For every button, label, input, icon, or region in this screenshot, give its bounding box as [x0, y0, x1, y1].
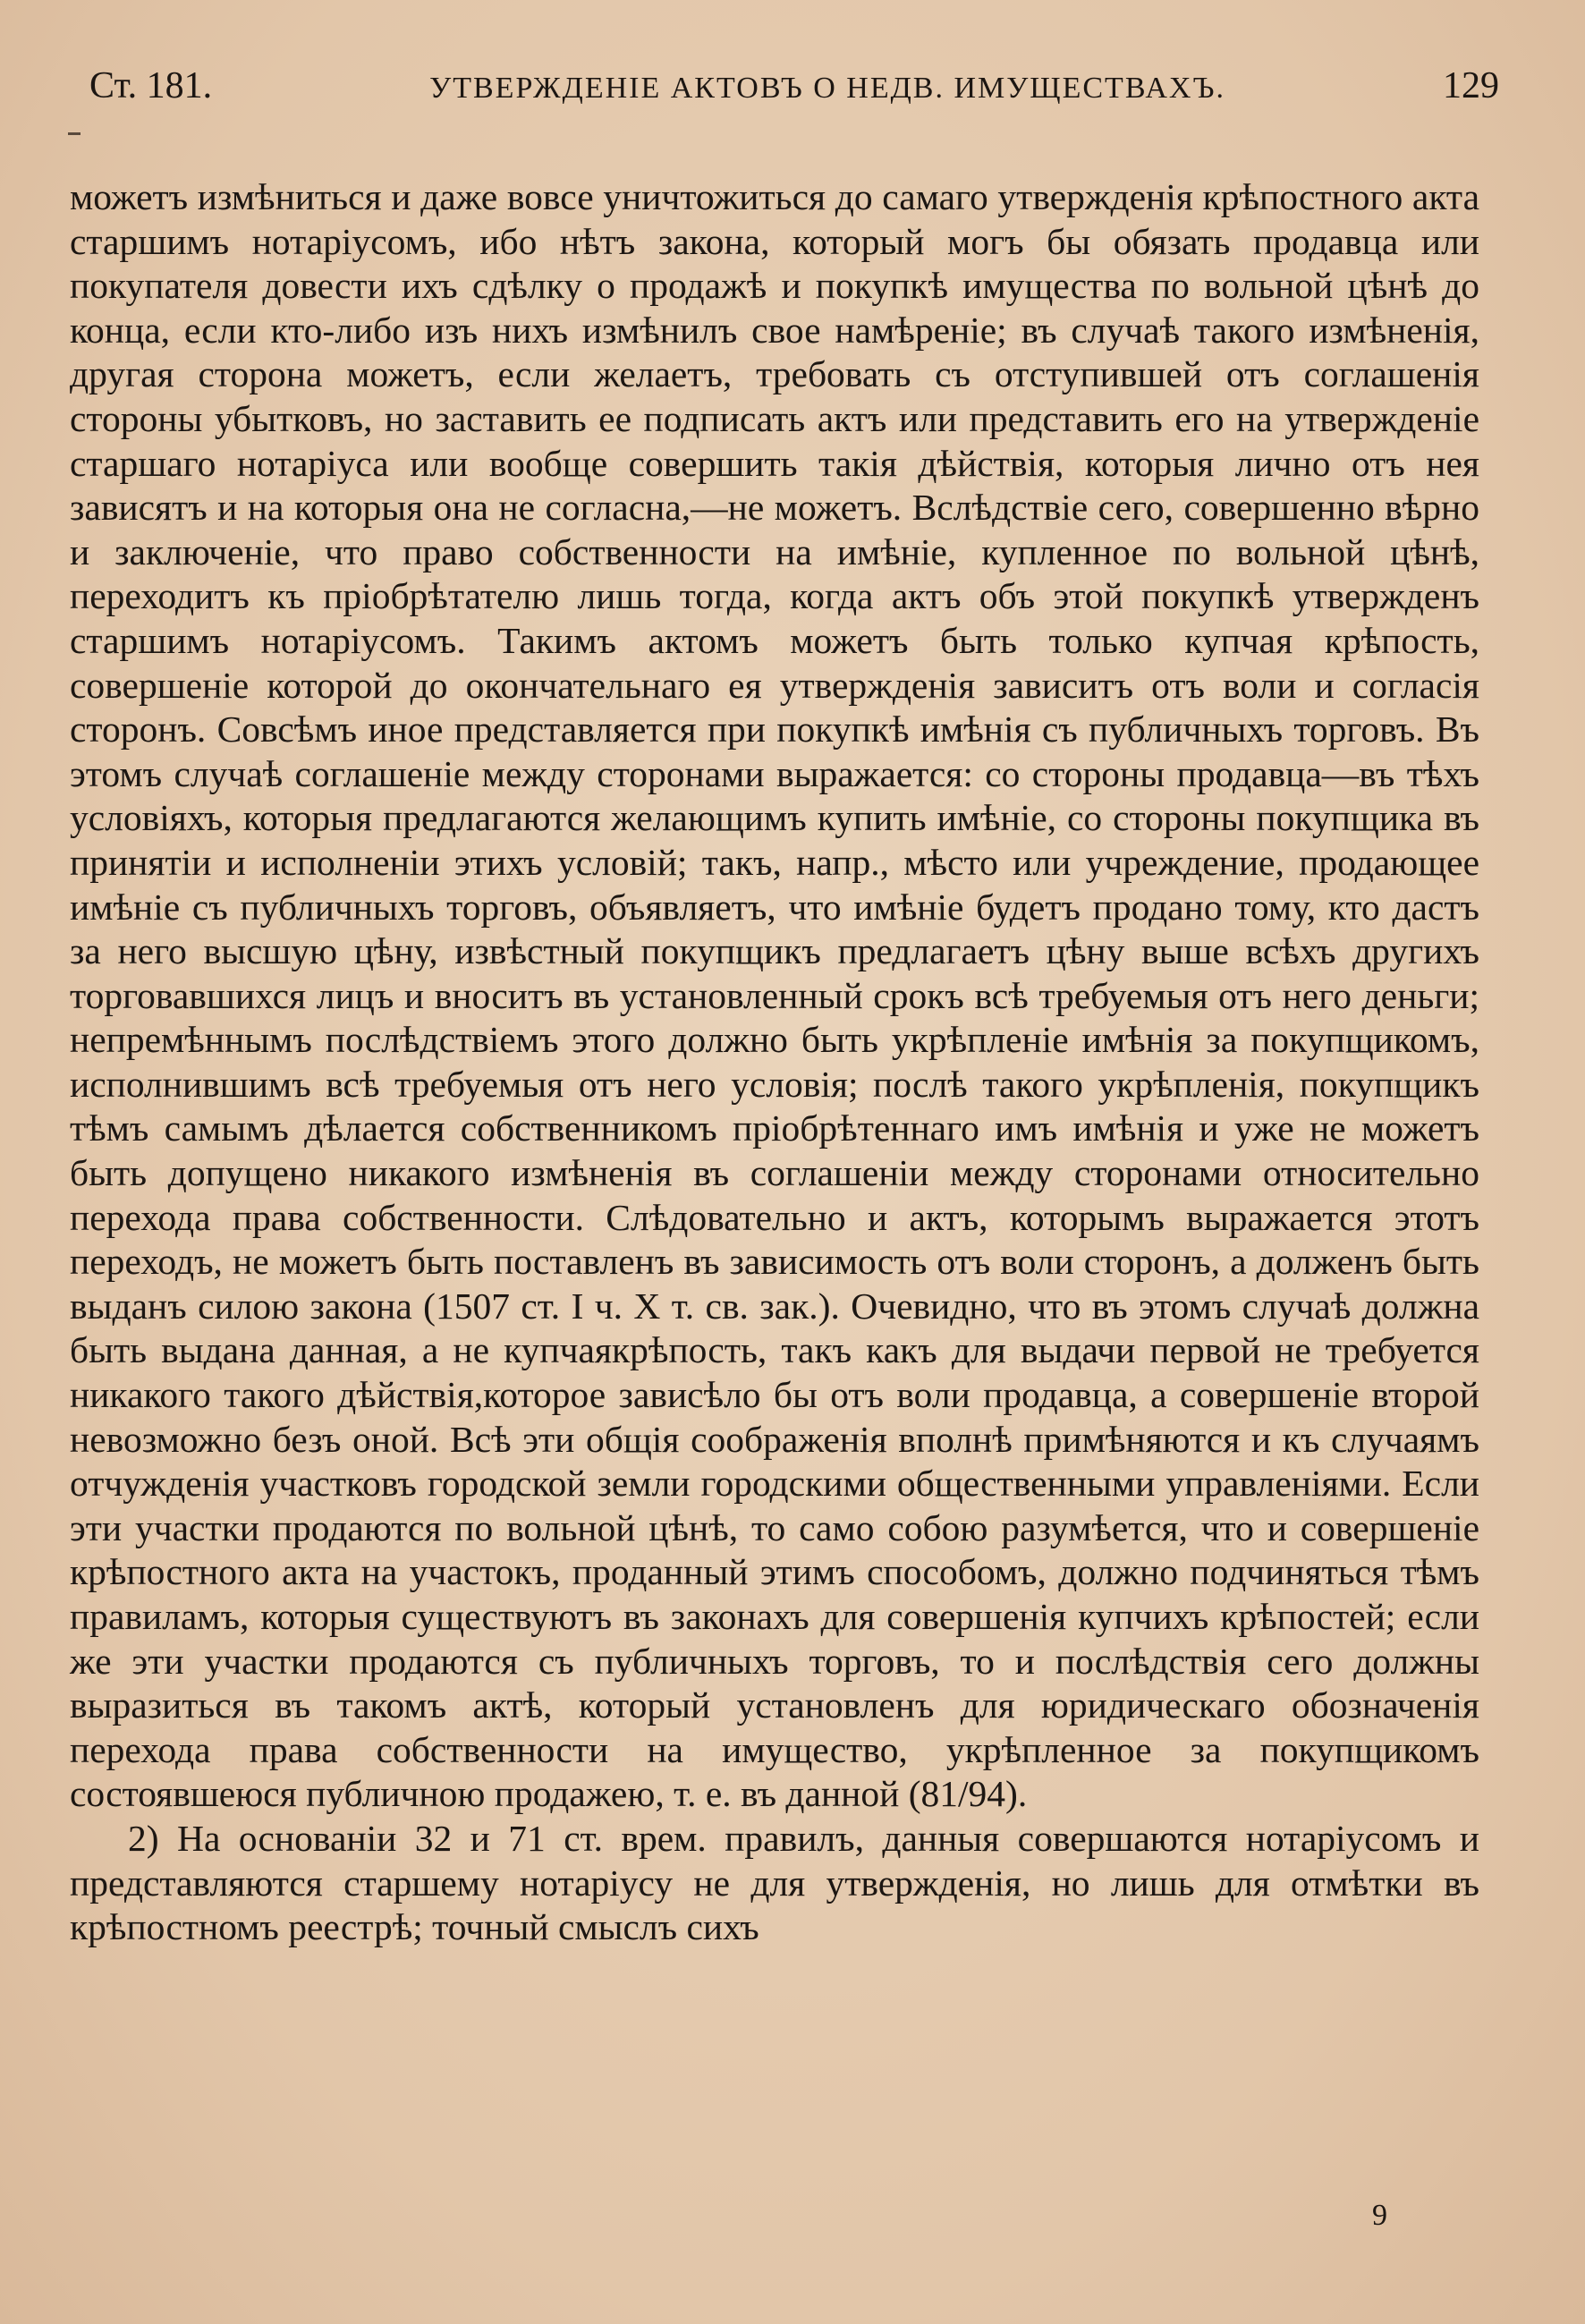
- body-text: [70, 175, 1479, 1950]
- paragraph-1: можетъ измѣниться и даже вовсе уничтожиться до самаго утвержденія крѣпостного акта старшимъ нотаріусомъ, ибо нѣтъ закона, который могъ бы обязать продавца или покупателя довести ихъ сдѣлку о продажѣ и покупкѣ имущества по вольной цѣнѣ до конца, если кто-либо изъ нихъ измѣнилъ свое намѣреніе; въ случаѣ такого измѣненія, другая сторона можетъ, если желаетъ, требовать съ отступившей отъ соглашенія стороны убытковъ, но заставить ее подписать актъ или представить его на утвержденіе старшаго нотаріуса или вообще совершить такія дѣйствія, которыя лично отъ нея зависятъ и на которыя она не согласна,—не можетъ. Вслѣдствіе сего, совершенно вѣрно и заключеніе, что право собственности на имѣніе, купленное по вольной цѣнѣ, переходитъ къ пріобрѣтателю лишь тогда, когда актъ объ этой покупкѣ утвержденъ старшимъ нотаріусомъ. Такимъ актомъ можетъ быть только купчая крѣпость, совершеніе которой до окончательнаго ея утвержденія зависитъ отъ воли и согласія сторонъ. Совсѣмъ иное представляется при покупкѣ имѣнія съ публичныхъ торговъ. Въ этомъ случаѣ соглашеніе между сторонами выражается: со стороны продавца—въ тѣхъ условіяхъ, которыя предлагаются желающимъ купить имѣніе, со стороны покупщика въ принятіи и исполненіи этихъ условій; такъ, напр., мѣсто или учреждение, продающее имѣніе съ публичныхъ торговъ, объявляетъ, что имѣніе будетъ продано тому, кто дастъ за него высшую цѣну, извѣстный покупщикъ предлагаетъ цѣну выше всѣхъ другихъ торговавшихся лицъ и вноситъ въ установленный срокъ всѣ требуемыя отъ него деньги; непремѣннымъ послѣдствіемъ этого должно быть укрѣпленіе имѣнія за покупщикомъ, исполнившимъ всѣ требуемыя отъ него условія; послѣ такого укрѣпленія, покупщикъ тѣмъ самымъ дѣлается собственникомъ пріобрѣтеннаго имъ имѣнія и уже не можетъ быть допущено никакого измѣненія въ соглашеніи между сторонами относительно перехода права собственности. Слѣдовательно и актъ, которымъ выражается этотъ переходъ, не можетъ быть поставленъ въ зависимость отъ воли сторонъ, а долженъ быть выданъ силою закона (1507 ст. I ч. X т. св. зак.). Очевидно, что въ этомъ случаѣ должна быть выдана данная, а не купчаякрѣпость, такъ какъ для выдачи первой не требуется никакого такого дѣйствія,которое зависѣло бы отъ воли продавца, а совершеніе второй невозможно безъ оной. Всѣ эти общія соображенія вполнѣ примѣняются и къ случаямъ отчужденія участковъ городской земли городскими общественными управленіями. Если эти участки продаются по вольной цѣнѣ, то само собою разумѣется, что и совершеніе крѣпостного акта на участокъ, проданный этимъ способомъ, должно подчиняться тѣмъ правиламъ, которыя существуютъ въ законахъ для совершенія купчихъ крѣпостей; если же эти участки продаются съ публичныхъ торговъ, то и послѣдствія сего должны выразиться въ такомъ актѣ, который установленъ для юридическаго обозначенія перехода права собственности на имущество, укрѣпленное за покупщикомъ состоявшеюся публичною продажею, т. е. въ данной (81/94).: [70, 176, 1479, 1815]
- printer-signature: 9: [1372, 2199, 1387, 2232]
- paragraph-2: 2) На основаніи 32 и 71 ст. врем. правилъ, данныя совершаются нотаріусомъ и представляются старшему нотаріусу не для утвержденія, но лишь для отмѣтки въ крѣпостномъ реестрѣ; точный смыслъ сихъ: [70, 1817, 1479, 1948]
- article-number: Ст. 181.: [89, 65, 213, 106]
- running-title: УТВЕРЖДЕНІЕ АКТОВЪ О НЕДВ. ИМУЩЕСТВАХЪ.: [429, 72, 1225, 105]
- print-speck: [68, 132, 81, 135]
- page-number: 129: [1442, 65, 1499, 106]
- running-header: [89, 64, 1499, 107]
